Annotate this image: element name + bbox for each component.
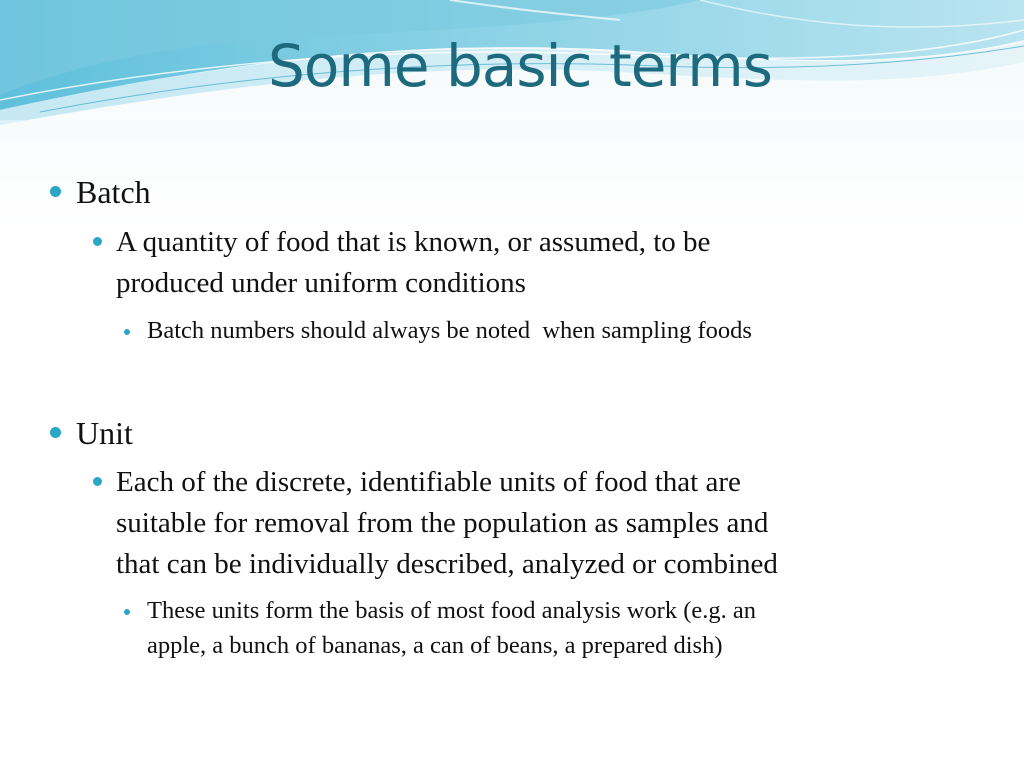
term-batch: Batch xyxy=(76,174,151,210)
bullet-dot-level2 xyxy=(93,477,102,486)
batch-definition-line: A quantity of food that is known, or assumed, to be xyxy=(116,226,711,258)
bullet-dot-level1 xyxy=(50,427,61,438)
slide-title: Some basic terms xyxy=(268,32,772,100)
batch-note-line: Batch numbers should always be noted when sampling foods xyxy=(147,317,752,344)
unit-note-line: apple, a bunch of bananas, a can of beans, a prepared dish) xyxy=(147,632,723,659)
bullet-dot-level3 xyxy=(124,609,130,615)
term-unit: Unit xyxy=(76,415,133,451)
unit-definition-line: Each of the discrete, identifiable units of food that are xyxy=(116,466,741,498)
unit-definition-line: suitable for removal from the population as samples and xyxy=(116,507,769,539)
bullet-dot-level3 xyxy=(124,329,130,335)
unit-definition-line: that can be individually described, analyzed or combined xyxy=(116,548,778,580)
bullet-dot-level2 xyxy=(93,237,102,246)
unit-note-line: These units form the basis of most food analysis work (e.g. an xyxy=(147,597,756,624)
bullet-dot-level1 xyxy=(50,186,61,197)
batch-definition-line: produced under uniform conditions xyxy=(116,267,526,299)
